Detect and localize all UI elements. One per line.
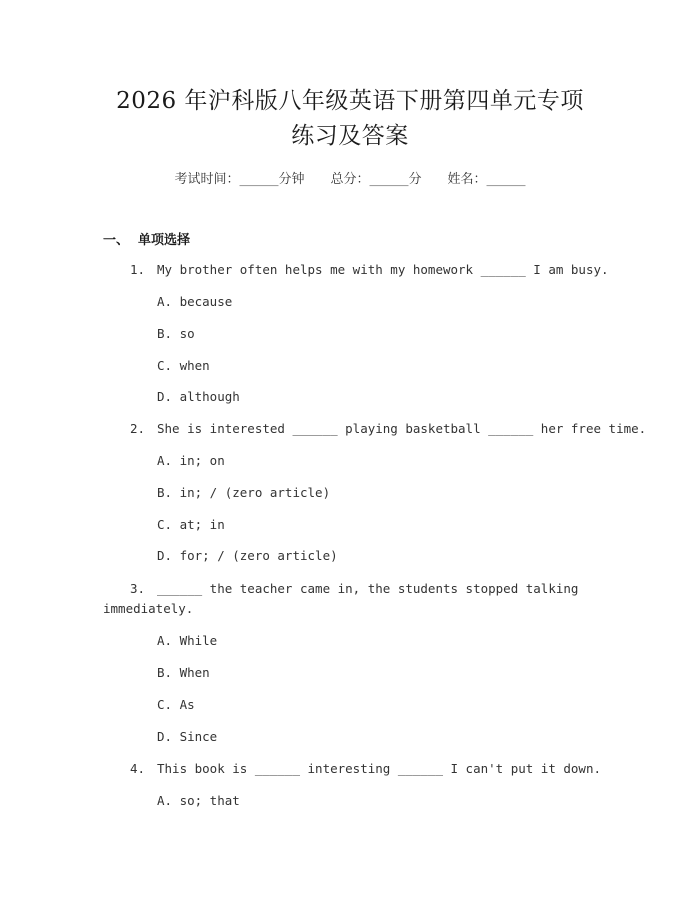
question-text: ______ the teacher came in, the students stopped talking [157,581,579,596]
question-number: 4. [130,761,146,776]
question-number: 2. [130,421,146,436]
answer-option: B. When [157,665,210,680]
question-number: 3. [130,581,146,596]
exam-meta-row [0,168,700,187]
question-number: 1. [130,262,146,277]
question-text: My brother often helps me with my homework ______ I am busy. [157,262,609,277]
answer-option: D. Since [157,729,218,744]
answer-option: A. because [157,294,233,309]
answer-option: C. when [157,358,210,373]
question-text-continued: immediately. [103,601,194,616]
total-score-field: 总分：______分 [330,172,422,187]
answer-option: B. in; / (zero article) [157,485,331,500]
answer-option: B. so [157,326,195,341]
section-heading: 一、 单项选择 [103,233,191,248]
answer-option: D. although [157,389,240,404]
document-title-line1: 2026 年沪科版八年级英语下册第四单元专项 [116,88,584,114]
answer-option: C. As [157,697,195,712]
exam-time-field: 考试时间：______分钟 [174,172,305,187]
answer-option: D. for; / (zero article) [157,548,338,563]
question-text: She is interested ______ playing basketball ______ her free time. [157,421,647,436]
answer-option: A. so; that [157,793,240,808]
document-title-line2: 练习及答案 [291,123,409,149]
answer-option: C. at; in [157,517,225,532]
question-text: This book is ______ interesting ______ I can't put it down. [157,761,602,776]
student-name-field: 姓名：______ [447,172,526,187]
answer-option: A. While [157,633,218,648]
answer-option: A. in; on [157,453,225,468]
